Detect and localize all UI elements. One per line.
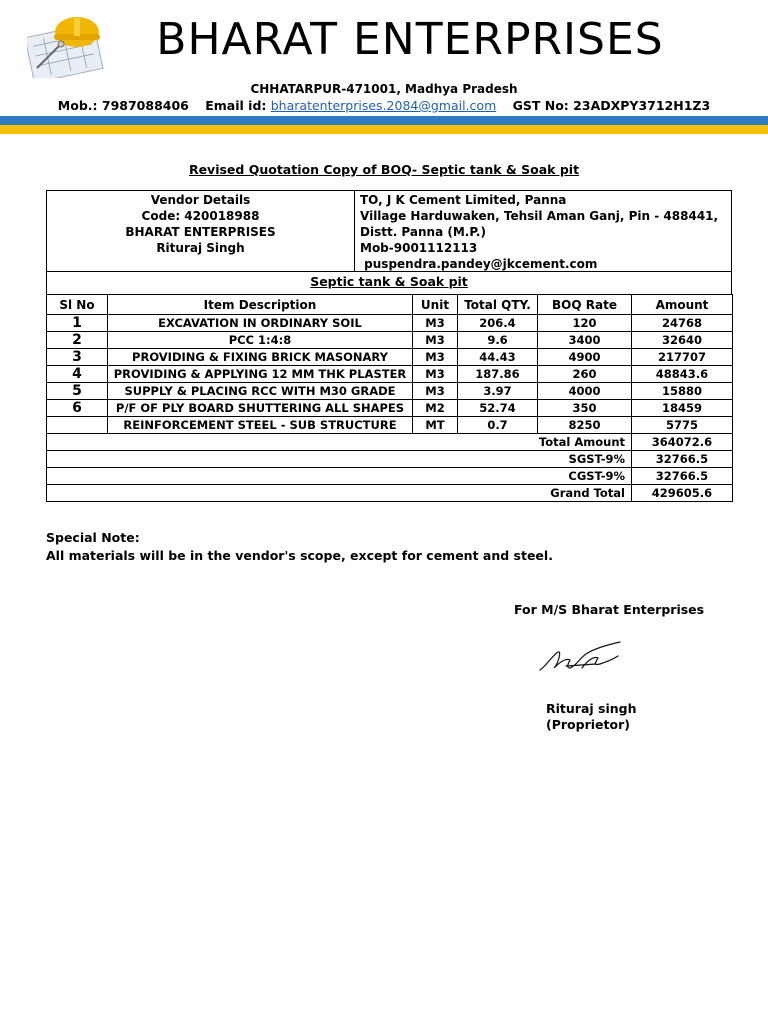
qty-cell: 52.74 [458,400,538,417]
amount-cell: 217707 [632,349,733,366]
rate-cell: 350 [538,400,632,417]
sl-no-cell: 2 [47,332,108,349]
contact-line [0,98,768,113]
amount-cell: 15880 [632,383,733,400]
total-row [47,434,733,451]
sl-no-cell: 4 [47,366,108,383]
table-row [47,332,733,349]
sgst-label: SGST-9% [47,451,632,468]
grand-total-label: Grand Total [47,485,632,502]
for-company-line: For M/S Bharat Enterprises [514,602,705,617]
table-row [47,315,733,332]
qty-cell: 187.86 [458,366,538,383]
recipient-details [360,191,730,272]
recipient-line-4: Mob-9001112113 [360,241,478,255]
total-amount-label: Total Amount [47,434,632,451]
email-label: Email id: [205,98,267,113]
mobile-number: 7987088406 [101,98,189,113]
table-header-row [47,295,733,315]
grand-total-value: 429605.6 [632,485,733,502]
column-header: Total QTY. [458,295,538,315]
column-header: Sl No [47,295,108,315]
vendor-person: Rituraj Singh [156,241,245,255]
document-title: Revised Quotation Copy of BOQ- Septic tank & Soak pit [188,162,580,177]
company-logo-icon [27,10,107,78]
signer-title: (Proprietor) [546,717,630,732]
amount-cell: 32640 [632,332,733,349]
section-title: Septic tank & Soak pit [46,272,732,295]
sl-no-cell: 3 [47,349,108,366]
unit-cell: M3 [413,349,458,366]
amount-cell: 5775 [632,417,733,434]
special-note-label: Special Note: [46,530,140,545]
company-address: CHHATARPUR-471001, Madhya Pradesh [250,82,518,96]
column-header: Amount [632,295,733,315]
company-name: BHARAT ENTERPRISES [156,14,664,65]
total-row [47,468,733,485]
cgst-value: 32766.5 [632,468,733,485]
header-blue-bar [0,116,768,125]
gst-number: 23ADXPY3712H1Z3 [573,98,711,113]
table-row [47,366,733,383]
amount-cell: 48843.6 [632,366,733,383]
boq-table [46,294,733,502]
vendor-details [47,191,355,272]
special-note-text: All materials will be in the vendor's scope, except for cement and steel. [46,548,553,563]
rate-cell: 3400 [538,332,632,349]
recipient-email: puspendra.pandey@jkcement.com [360,257,598,271]
description-cell: PROVIDING & APPLYING 12 MM THK PLASTER [108,366,413,383]
qty-cell: 206.4 [458,315,538,332]
rate-cell: 120 [538,315,632,332]
recipient-line-3: Distt. Panna (M.P.) [360,225,486,239]
description-cell: SUPPLY & PLACING RCC WITH M30 GRADE [108,383,413,400]
unit-cell: MT [413,417,458,434]
unit-cell: M3 [413,332,458,349]
table-row [47,349,733,366]
qty-cell: 44.43 [458,349,538,366]
vendor-name: BHARAT ENTERPRISES [125,225,276,239]
table-row [47,417,733,434]
sl-no-cell: 1 [47,315,108,332]
amount-cell: 24768 [632,315,733,332]
description-cell: EXCAVATION IN ORDINARY SOIL [108,315,413,332]
signer-name: Rituraj singh [546,701,637,716]
rate-cell: 8250 [538,417,632,434]
vendor-details-box [46,190,732,272]
column-header: BOQ Rate [538,295,632,315]
sl-no-cell: 5 [47,383,108,400]
column-header: Unit [413,295,458,315]
qty-cell: 9.6 [458,332,538,349]
description-cell: PCC 1:4:8 [108,332,413,349]
amount-cell: 18459 [632,400,733,417]
mobile-label: Mob.: [57,98,98,113]
qty-cell: 0.7 [458,417,538,434]
gst-label: GST No: [512,98,569,113]
total-amount-value: 364072.6 [632,434,733,451]
signature-icon [536,638,626,676]
qty-cell: 3.97 [458,383,538,400]
recipient-line-1: TO, J K Cement Limited, Panna [360,193,567,207]
column-header: Item Description [108,295,413,315]
rate-cell: 4900 [538,349,632,366]
description-cell: REINFORCEMENT STEEL - SUB STRUCTURE [108,417,413,434]
header-yellow-bar [0,125,768,134]
table-row [47,383,733,400]
total-row [47,451,733,468]
sl-no-cell: 6 [47,400,108,417]
cgst-label: CGST-9% [47,468,632,485]
total-row [47,485,733,502]
unit-cell: M3 [413,366,458,383]
email-link[interactable]: bharatenterprises.2084@gmail.com [270,98,497,113]
unit-cell: M3 [413,315,458,332]
sgst-value: 32766.5 [632,451,733,468]
sl-no-cell [47,417,108,434]
description-cell: P/F OF PLY BOARD SHUTTERING ALL SHAPES [108,400,413,417]
description-cell: PROVIDING & FIXING BRICK MASONARY [108,349,413,366]
vendor-code: Code: 420018988 [141,209,260,223]
unit-cell: M2 [413,400,458,417]
recipient-line-2: Village Harduwaken, Tehsil Aman Ganj, Pin - 488441, [360,209,719,223]
vendor-heading: Vendor Details [150,193,251,207]
table-row [47,400,733,417]
rate-cell: 260 [538,366,632,383]
unit-cell: M3 [413,383,458,400]
rate-cell: 4000 [538,383,632,400]
